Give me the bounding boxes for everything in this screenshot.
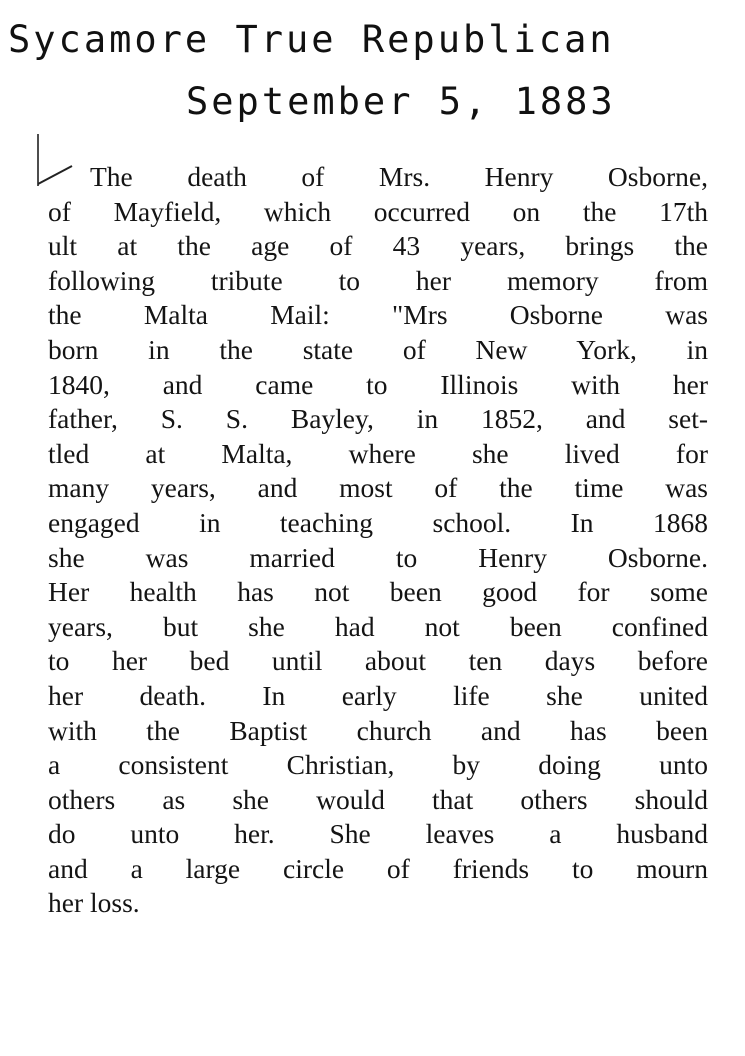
article-line: do unto her. She leaves a husband — [48, 818, 708, 850]
article-line: The death of Mrs. Henry Osborne, — [90, 161, 708, 192]
article-line: with the Baptist church and has been — [48, 714, 708, 746]
article-line: the Malta Mail: "Mrs Osborne was — [48, 299, 708, 331]
newspaper-title: Sycamore True Republican — [8, 18, 615, 61]
article-line: born in the state of New York, in — [48, 333, 708, 365]
article-line: her death. In early life she united — [48, 679, 708, 711]
article-line: Her health has not been good for some — [48, 576, 708, 608]
publication-date: September 5, 1883 — [186, 80, 616, 123]
article-line: to her bed until about ten days before — [48, 645, 708, 677]
article-line: father, S. S. Bayley, in 1852, and set- — [48, 403, 708, 435]
article-line: many years, and most of the time was — [48, 472, 708, 504]
article-line: a consistent Christian, by doing unto — [48, 749, 708, 781]
article-line: her loss. — [48, 887, 140, 919]
masthead — [0, 8, 745, 168]
article-line: engaged in teaching school. In 1868 — [48, 506, 708, 538]
article-line: others as she would that others should — [48, 783, 708, 815]
article-line: following tribute to her memory from — [48, 264, 708, 296]
article-line: 1840, and came to Illinois with her — [48, 368, 708, 400]
article-line: of Mayfield, which occurred on the 17th — [48, 195, 708, 227]
article-body — [48, 160, 718, 921]
article-line: ult at the age of 43 years, brings the — [48, 230, 708, 262]
article-line: she was married to Henry Osborne. — [48, 541, 708, 573]
article-line: years, but she had not been confined — [48, 610, 708, 642]
article-line: and a large circle of friends to mourn — [48, 852, 708, 884]
article-line: tled at Malta, where she lived for — [48, 437, 708, 469]
